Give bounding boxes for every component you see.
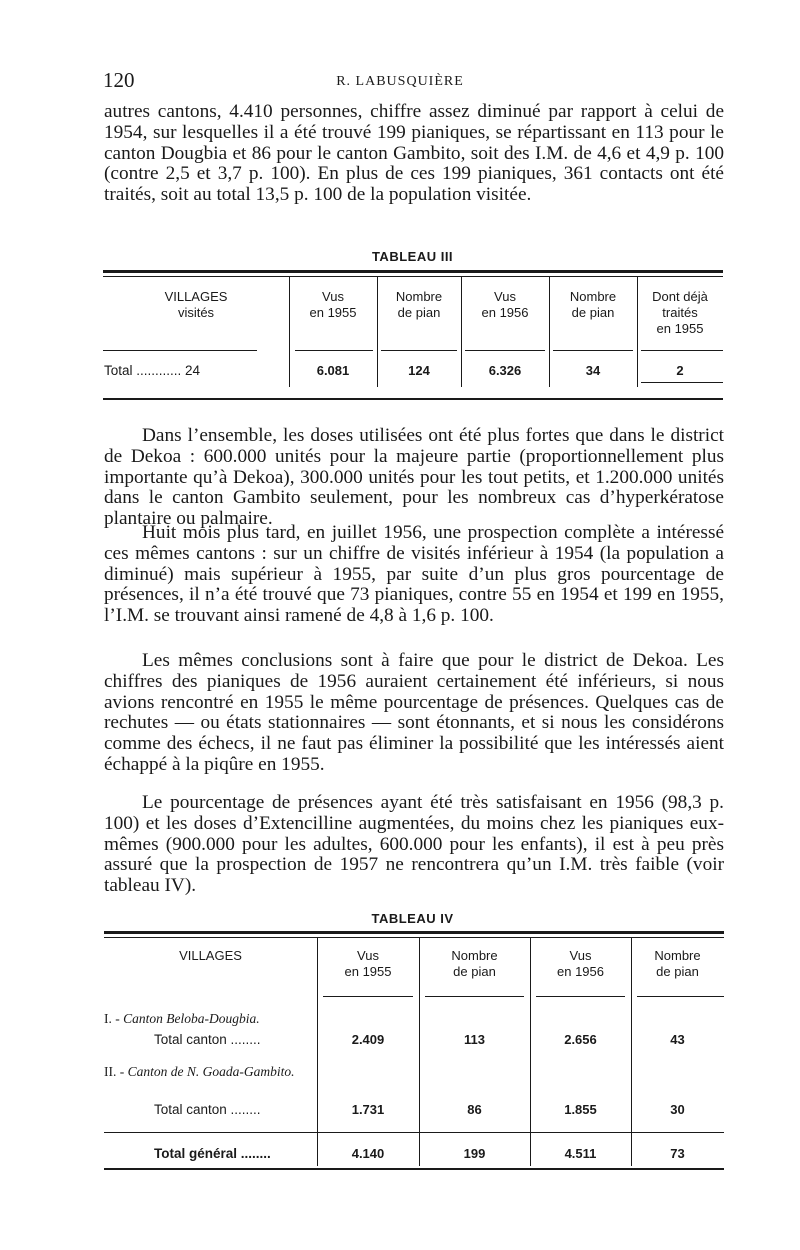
- table-3-total-pian-1955: 124: [408, 363, 430, 378]
- table-4-header-underline: [536, 996, 625, 997]
- table-3-header-villages: VILLAGES visités: [164, 289, 228, 320]
- paragraph-4: Les mêmes conclusions sont à faire que pour le district de Dekoa. Les chiffres des pianiques de 1956 auraient certainement été inférieurs, si nous avions rencontré en 1955 le même pourcentage de présences. Quelques cas de rechutes — ou états stationnaires — sont étonnants, et si nous les considérons comme des échecs, il ne faut pas éliminer la possibilité que les intéressés aient échappé à la piqûre en 1955.: [104, 650, 724, 775]
- table-3-top-rule: [103, 270, 723, 273]
- table-3-header-deja-traites: Dont déjà traités en 1955: [652, 289, 708, 336]
- table-3-header-pian-1956: Nombre de pian: [569, 289, 617, 320]
- paragraph-1: autres cantons, 4.410 personnes, chiffre assez diminué par rapport à celui de 1954, sur lesquelles il a été trouvé 199 pianiques, se répartissant en 113 pour le canton Dougbia et 86 pour le canton Gambito, soit des I.M. de 4,6 et 4,9 p. 100 (contre 2,5 et 3,7 p. 100). En plus de ces 199 pianiques, 361 contacts ont été traités, soit au total 13,5 p. 100 de la population visitée.: [104, 101, 724, 206]
- table-4-grand-total-label: Total général ........: [154, 1146, 271, 1161]
- table-3-header-underline: [465, 350, 545, 351]
- table-4-grand-total-pian-1955: 199: [463, 1146, 486, 1161]
- table-3-header-vus-1955: Vus en 1955: [309, 289, 357, 320]
- table-3-header-underline: [103, 350, 257, 351]
- paragraph-2: Dans l’ensemble, les doses utilisées ont été plus fortes que dans le district de Dekoa : 600.000 unités pour la majeure partie (proportionnellement plus importante qu’à Dekoa), 300.000 unités pour les tout petits, et 1.200.000 unités dans le canton Gambito seulement, pour les nombreux cas d’hyperkératose plantaire ou palmaire.: [104, 425, 724, 530]
- table-4-header-villages: VILLAGES: [179, 948, 242, 963]
- table-4-section-2-total-label: Total canton ........: [154, 1102, 261, 1117]
- table-3-total-vus-1955: 6.081: [316, 363, 350, 378]
- table-3-header-underline: [641, 350, 723, 351]
- table-3-header-vus-1956: Vus en 1956: [481, 289, 529, 320]
- table-4-section-1-total-label: Total canton ........: [154, 1032, 261, 1047]
- table-3-total-label: Total ............ 24: [104, 363, 201, 378]
- paragraph-5: Le pourcentage de présences ayant été très satisfaisant en 1956 (98,3 p. 100) et les doses d’Extencilline augmentées, du moins chez les pianiques eux-mêmes (900.000 pour les adultes, 600.000 pour les enfants), il est à peu près assuré que la prospection de 1957 ne rencontrera qu’un I.M. très faible (voir tableau IV).: [104, 792, 724, 897]
- table-3-top-rule-thin: [103, 276, 723, 277]
- table-4-section-1-title: I. - Canton Beloba-Dougbia.: [104, 1011, 260, 1026]
- running-head: R. LABUSQUIÈRE: [336, 74, 464, 89]
- table-4-s1-pian-1955: 113: [464, 1032, 485, 1047]
- table-4-section-2-title: II. - Canton de N. Goada-Gambito.: [104, 1064, 295, 1079]
- table-4-grand-total-vus-1956: 4.511: [564, 1146, 597, 1161]
- table-4-header-underline: [323, 996, 413, 997]
- table-4-s2-pian-1955: 86: [467, 1102, 482, 1117]
- table-3-cell-underline: [641, 382, 723, 383]
- table-4-header-pian-1955: Nombre de pian: [451, 948, 498, 979]
- table-3-header-underline: [553, 350, 633, 351]
- table-3-total-vus-1956: 6.326: [488, 363, 522, 378]
- table-4-caption: TABLEAU IV: [371, 911, 454, 926]
- table-3-caption: TABLEAU III: [371, 249, 454, 264]
- table-4-s1-vus-1956: 2.656: [564, 1032, 597, 1047]
- table-4-s1-pian-1956: 43: [670, 1032, 685, 1047]
- table-4-s2-pian-1956: 30: [670, 1102, 685, 1117]
- table-3-header-pian-1955: Nombre de pian: [395, 289, 443, 320]
- table-4-grand-total-vus-1955: 4.140: [351, 1146, 385, 1161]
- table-4-top-rule: [104, 931, 724, 934]
- paragraph-3: Huit mois plus tard, en juillet 1956, une prospection complète a intéressé ces mêmes cantons : sur un chiffre de visités inférieur à 1954 (la population a diminué) mais supérieur à 1955, par suite d’un plus gros pourcentage de présences, il n’a été trouvé que 73 pianiques, contre 55 en 1954 et 199 en 1955, l’I.M. se trouvant ainsi ramené de 4,8 à 1,6 p. 100.: [104, 522, 724, 627]
- table-4-header-vus-1956: Vus en 1956: [557, 948, 604, 979]
- table-4-bottom-rule: [104, 1168, 724, 1170]
- table-4-header-underline: [425, 996, 524, 997]
- table-3-total-deja-traites: 2: [676, 363, 684, 378]
- table-4-grand-total-pian-1956: 73: [670, 1146, 685, 1161]
- table-3-bottom-rule: [103, 398, 723, 400]
- table-3-header-underline: [381, 350, 457, 351]
- table-4-s1-vus-1955: 2.409: [351, 1032, 385, 1047]
- table-4-header-underline: [637, 996, 724, 997]
- table-4-header-vus-1955: Vus en 1955: [344, 948, 392, 979]
- table-3-total-pian-1956: 34: [585, 363, 601, 378]
- table-3-header-underline: [295, 350, 373, 351]
- table-4-header-pian-1956: Nombre de pian: [654, 948, 701, 979]
- table-4-total-rule: [104, 1132, 724, 1133]
- table-4-s2-vus-1956: 1.855: [564, 1102, 597, 1117]
- table-4-s2-vus-1955: 1.731: [351, 1102, 385, 1117]
- page-number: 120: [103, 68, 135, 92]
